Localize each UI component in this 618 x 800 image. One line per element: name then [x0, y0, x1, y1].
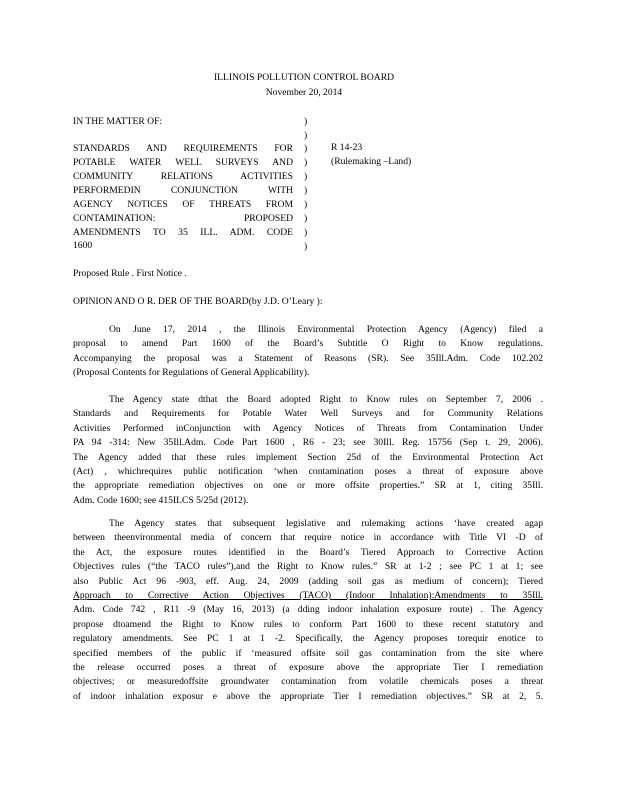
text-line: (Proposal Contents for Regulations of General Applicability).	[73, 367, 310, 379]
text-line: The Agency state dthat the Board adopted Right to Know rules on September 7, 2006 .	[109, 394, 543, 405]
caption-paren: )	[304, 185, 308, 196]
text-line: the appropriate remediation objectives on one or more offsite properties.” SR at 1, citing 35Ill.	[73, 480, 543, 492]
text-line: Accompanying the proposal was a Statement of Reasons (SR). See 35Ill.Adm. Code 102.202	[73, 352, 543, 364]
caption-paren: )	[304, 171, 308, 182]
caption-paren: )	[304, 116, 308, 127]
caption-title-line: CONTAMINATION: PROPOSED	[73, 213, 293, 224]
text-line: of indoor inhalation exposur e above the appropriate Tier I remediation objectives.” SR at 2, 5.	[73, 690, 543, 702]
paragraph-2	[73, 393, 543, 508]
text-line: propose dtoamend the Right to Know rules to conform Part 1600 to these recent statutory and	[73, 618, 543, 630]
text-line: Standards and Requirements for Potable Water Well Surveys and for Community Relations	[73, 408, 543, 420]
proposed-rule-line: Proposed Rule . First Notice .	[73, 268, 187, 279]
caption-paren: )	[304, 213, 308, 224]
text-line: Activities Performed inConjunction with Agency Notices of Threats from Contamination Under	[73, 422, 543, 434]
board-name: ILLINOIS POLLUTION CONTROL BOARD	[213, 72, 395, 83]
docket-type: (Rulemaking –Land)	[331, 156, 412, 167]
caption-title-line: AMENDMENTS TO 35 ILL. ADM. CODE	[73, 227, 293, 238]
text-line: Approach to Corrective Action Objectives (TACO) (Indoor Inhalation):Amendments to 35Ill.	[73, 590, 543, 602]
text-line: Adm. Code 742 , R11 -9 (May 16, 2013) (a dding indoor inhalation exposure route) . The Agency	[73, 604, 543, 616]
in-the-matter: IN THE MATTER OF:	[73, 116, 163, 127]
caption-paren: )	[304, 130, 308, 141]
text-line: The Agency added that these rules implement Section 25d of the Environmental Protection Act	[73, 451, 543, 463]
text-line: regulatory amendments. See PC 1 at 1 -2. Specifically, the Agency proposes torequir enotice to	[73, 633, 543, 645]
paragraph-1	[73, 323, 543, 381]
caption-paren: )	[304, 199, 308, 210]
text-line: proposal to amend Part 1600 of the Board’s Subtitle O Right to Know regulations.	[73, 338, 543, 350]
text-line: also Public Act 96 -903, eff. Aug. 24, 2009 (adding soil gas as medium of concern); Tiered	[73, 575, 543, 587]
text-line: PA 94 -314: New 35Ill.Adm. Code Part 1600 , R6 - 23; see 30Ill. Reg. 15756 (Sep t. 29, 2006).	[73, 437, 543, 449]
text-line: (Act) , whichrequires public notification ‘when contamination poses a threat of exposure above	[73, 466, 543, 478]
caption-title-line: COMMUNITY RELATIONS ACTIVITIES	[73, 171, 293, 182]
text-line: specified members of the public if ‘measured offsite soil gas contamination from the site where	[73, 647, 543, 659]
document-date: November 20, 2014	[265, 87, 343, 98]
text-line: On June 17, 2014 , the Illinois Environmental Protection Agency (Agency) filed a	[109, 324, 543, 335]
paragraph-3	[73, 517, 543, 704]
text-line: objectives; or measuredoffsite groundwater contamination from volatile chemicals poses a threat	[73, 676, 543, 688]
caption-paren: )	[304, 143, 308, 154]
caption-title-line: AGENCY NOTICES OF THREATS FROM	[73, 199, 293, 210]
caption-title-line: PERFORMEDIN CONJUNCTION WITH	[73, 185, 293, 196]
caption-title-line: POTABLE WATER WELL SURVEYS AND	[73, 157, 293, 168]
text-line: The Agency states that subsequent legislative and rulemaking actions ‘have created agap	[109, 518, 543, 529]
text-line: Adm. Code 1600; see 415ILCS 5/25d (2012).	[73, 494, 249, 506]
docket-number: R 14-23	[331, 142, 363, 153]
opinion-heading: OPINION AND O R. DER OF THE BOARD(by J.D. O’Leary ):	[73, 296, 323, 307]
text-line: the Act, the exposure routes identified in the Board’s Tiered Approach to Corrective Action	[73, 546, 543, 558]
text-line: between theenvironmental media of concern that require notice in accordance with Title VI -D of	[73, 532, 543, 544]
text-line: the release occurred poses a threat of exposure above the appropriate Tier I remediation	[73, 662, 543, 674]
caption-title-line: STANDARDS AND REQUIREMENTS FOR	[73, 143, 293, 154]
caption-paren: )	[304, 241, 308, 252]
caption-title-line: 1600	[73, 240, 93, 251]
text-line: Objectives rules (“the TACO rules”),and the Right to Know rules.” SR at 1-2 ; see PC 1 at 1; see	[73, 561, 543, 573]
caption-paren: )	[304, 227, 308, 238]
caption-paren: )	[304, 157, 308, 168]
